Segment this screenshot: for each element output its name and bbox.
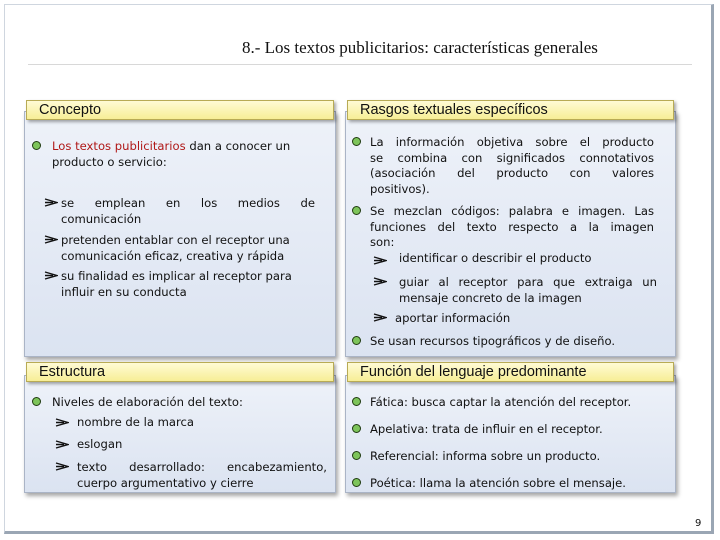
rasgos-sub2-line2: mensaje concreto de la imagen — [399, 290, 582, 305]
concepto-sub2-line2: comunicación eficaz, creativa y rápida — [61, 248, 285, 263]
bullet-icon — [352, 478, 361, 487]
bullet-icon — [352, 424, 361, 433]
concepto-intro-rest: dan a conocer un — [185, 139, 291, 153]
rasgos-item2-line2: funciones del texto respecto a la imagen — [370, 219, 654, 234]
rasgos-item1-line4: positivos). — [370, 181, 430, 196]
arrow-bullet-icon — [373, 256, 387, 265]
concepto-sub1-line2: comunicación — [61, 211, 142, 226]
bullet-icon — [32, 141, 41, 150]
rasgos-item1-line2: se combina con significados connotativos — [370, 150, 654, 165]
rasgos-item1-line3: (asociación del producto con valores — [370, 166, 654, 180]
bullet-icon — [32, 397, 41, 406]
estructura-sub3 — [77, 460, 327, 491]
concepto-sub2-line1: pretenden entablar con el receptor una — [61, 233, 290, 247]
title-divider — [28, 64, 692, 65]
rasgos-item2-line3: son: — [370, 235, 395, 249]
estructura-sub3-line2: cuerpo argumentativo y cierre — [77, 475, 254, 490]
arrow-bullet-icon — [373, 277, 387, 286]
arrow-bullet-icon — [44, 271, 58, 280]
concepto-sub3-line2: influir en su conducta — [61, 284, 187, 299]
concepto-sub2 — [61, 233, 323, 264]
slide-title: 8.- Los textos publicitarios: características generales — [242, 38, 598, 57]
concepto-header: Concepto — [26, 100, 334, 120]
arrow-bullet-icon — [373, 313, 387, 322]
rasgos-sub2-line1: guiar al receptor para que extraiga un — [399, 275, 657, 289]
concepto-sub1 — [61, 196, 315, 227]
arrow-bullet-icon — [55, 462, 69, 471]
rasgos-item2-line1: Se mezclan códigos: palabra e imagen. Las — [370, 204, 654, 218]
funcion-item1: Fática: busca captar la atención del receptor. — [370, 395, 632, 409]
rasgos-item3: Se usan recursos tipográficos y de diseño. — [370, 334, 616, 348]
rasgos-item1 — [370, 135, 654, 197]
funcion-item4: Poética: llama la atención sobre el mensaje. — [370, 476, 626, 490]
arrow-bullet-icon — [44, 198, 58, 207]
bullet-icon — [352, 336, 361, 345]
funcion-item3: Referencial: informa sobre un producto. — [370, 449, 601, 463]
estructura-sub3-line1: texto desarrollado: encabezamiento, — [77, 460, 327, 474]
rasgos-sub2 — [399, 275, 657, 306]
concepto-intro — [52, 139, 322, 170]
estructura-sub2: eslogan — [77, 437, 123, 451]
estructura-sub1: nombre de la marca — [77, 415, 195, 429]
rasgos-header: Rasgos textuales específicos — [347, 100, 674, 120]
bullet-icon — [352, 137, 361, 146]
page-number: 9 — [695, 518, 702, 529]
arrow-bullet-icon — [55, 440, 69, 449]
concepto-intro-highlight: Los textos publicitarios — [52, 139, 186, 153]
estructura-header: Estructura — [26, 362, 334, 382]
bullet-icon — [352, 451, 361, 460]
rasgos-item2 — [370, 204, 654, 251]
rasgos-sub1: identificar o describir el producto — [399, 251, 592, 265]
concepto-intro-line2: producto o servicio: — [52, 154, 167, 169]
bullet-icon — [352, 206, 361, 215]
bullet-icon — [352, 397, 361, 406]
arrow-bullet-icon — [44, 235, 58, 244]
funcion-item2: Apelativa: trata de influir en el receptor. — [370, 422, 603, 436]
concepto-sub1-line1: se emplean en los medios de — [61, 196, 315, 210]
funcion-header: Función del lenguaje predominante — [347, 362, 674, 382]
concepto-sub3 — [61, 269, 323, 300]
rasgos-sub3: aportar información — [395, 311, 511, 325]
arrow-bullet-icon — [55, 418, 69, 427]
estructura-item1: Niveles de elaboración del texto: — [52, 395, 243, 409]
concepto-sub3-line1: su finalidad es implicar al receptor para — [61, 269, 292, 283]
rasgos-item1-line1: La información objetiva sobre el producto — [370, 135, 654, 149]
